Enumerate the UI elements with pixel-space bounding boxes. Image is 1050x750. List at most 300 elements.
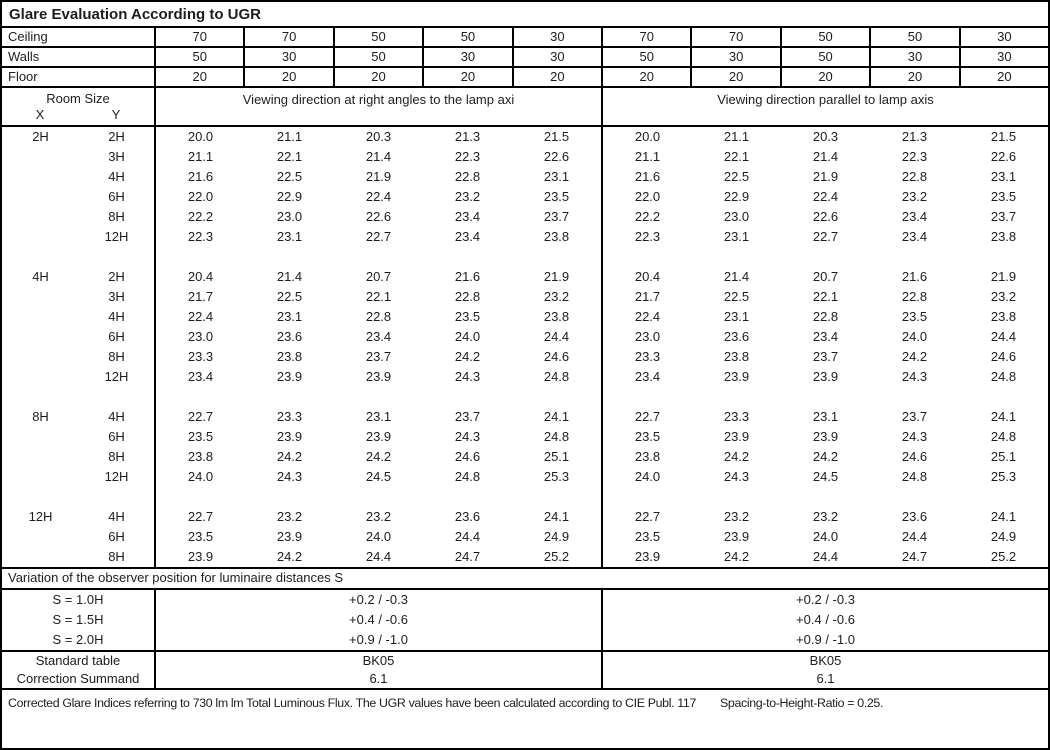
ugr-value-cell: 21.5: [512, 127, 603, 147]
ugr-row: [2, 527, 1048, 547]
ugr-value-cell: 22.4: [634, 309, 661, 324]
ugr-value-cell: 23.8: [990, 309, 1017, 324]
surface-value-cell: 50: [871, 28, 960, 46]
variation-label: S = 1.0H: [2, 590, 156, 610]
spacer-cell: [959, 487, 1048, 507]
spacer-row: [2, 487, 1048, 507]
room-y-label: 12H: [79, 227, 156, 247]
observer-variation-rows: [2, 590, 1048, 650]
ugr-value-cell: 24.4: [901, 529, 928, 544]
spacer-cell: [781, 247, 870, 267]
ugr-row: [2, 267, 1048, 287]
ugr-value-cell: 20.0: [187, 129, 214, 144]
surface-value-cell: 70: [692, 28, 781, 46]
spacer-cell: [245, 247, 334, 267]
ugr-value-cell: 21.4: [812, 149, 839, 164]
spacer-cell: [156, 387, 245, 407]
ugr-value-cell: 23.9: [723, 369, 750, 384]
room-x-label: [2, 427, 79, 447]
ugr-value-cell: 24.4: [365, 549, 392, 564]
ugr-value-cell: 22.0: [187, 189, 214, 204]
ugr-value-cell: 21.3: [901, 129, 928, 144]
ugr-value-cell: 23.6: [454, 509, 481, 524]
summary-label: Correction Summand: [2, 670, 156, 688]
surface-value-cell: 70: [245, 28, 334, 46]
room-y-label: 6H: [79, 187, 156, 207]
ugr-value-cell: 23.7: [454, 409, 481, 424]
ugr-value-cell: 23.5: [634, 429, 661, 444]
surface-label: Floor: [2, 68, 156, 86]
room-x-label: [2, 147, 79, 167]
ugr-value-cell: 21.7: [187, 289, 214, 304]
surface-row: [2, 48, 1048, 68]
ugr-value-cell: 24.2: [365, 449, 392, 464]
room-x-label: 8H: [32, 409, 49, 424]
spacer-cell: [334, 247, 423, 267]
ugr-value-cell: 23.7: [990, 209, 1017, 224]
ugr-value-cell: 22.1: [276, 149, 303, 164]
spacer-cell: [2, 487, 79, 507]
ugr-value-cell: 21.1: [187, 149, 214, 164]
ugr-value-cell: 22.9: [723, 189, 750, 204]
ugr-value-cell: 23.2: [365, 509, 392, 524]
ugr-row: [2, 407, 1048, 427]
spacer-cell: [79, 387, 156, 407]
ugr-value-cell: 23.9: [723, 529, 750, 544]
ugr-value-cell: 23.0: [634, 329, 661, 344]
ugr-value-cell: 21.5: [990, 129, 1017, 144]
ugr-value-cell: 23.9: [276, 369, 303, 384]
ugr-value-cell: 23.9: [187, 549, 214, 564]
surface-value-cell: 50: [782, 48, 871, 66]
ugr-value-cell: 23.8: [990, 229, 1017, 244]
ugr-value-cell: 20.4: [634, 269, 661, 284]
ugr-value-cell: 23.8: [187, 449, 214, 464]
room-y-label: 8H: [79, 207, 156, 227]
room-x-label: [2, 447, 79, 467]
surface-value-cell: 30: [692, 48, 781, 66]
spacer-cell: [870, 487, 959, 507]
ugr-value-cell: 23.5: [634, 529, 661, 544]
ugr-value-cell: 23.7: [512, 207, 603, 227]
spacer-cell: [959, 247, 1048, 267]
ugr-value-cell: 24.1: [990, 509, 1017, 524]
ugr-row: [2, 227, 1048, 247]
ugr-value-cell: 20.3: [812, 129, 839, 144]
variation-right-value: +0.2 / -0.3: [796, 592, 855, 607]
ugr-value-cell: 24.8: [990, 369, 1017, 384]
room-y-label: 6H: [79, 327, 156, 347]
ugr-value-cell: 24.3: [276, 469, 303, 484]
surface-value-cell: 50: [156, 48, 245, 66]
surface-value-cell: 30: [997, 49, 1012, 64]
ugr-value-cell: 24.3: [454, 369, 481, 384]
ugr-value-cell: 24.1: [512, 507, 603, 527]
spacer-cell: [692, 387, 781, 407]
ugr-value-cell: 23.7: [812, 349, 839, 364]
ugr-value-cell: 23.4: [187, 369, 214, 384]
spacer-cell: [79, 487, 156, 507]
footer-ratio: Spacing-to-Height-Ratio = 0.25.: [720, 696, 884, 710]
ugr-value-cell: 22.7: [812, 229, 839, 244]
ugr-value-cell: 22.8: [454, 169, 481, 184]
spacer-cell: [423, 387, 512, 407]
variation-left-value: +0.9 / -1.0: [156, 630, 603, 650]
ugr-value-cell: 23.2: [276, 509, 303, 524]
room-y-label: 8H: [79, 347, 156, 367]
ugr-value-cell: 21.6: [634, 169, 661, 184]
surface-value-cell: 30: [514, 28, 603, 46]
ugr-value-cell: 24.3: [901, 369, 928, 384]
ugr-row: [2, 287, 1048, 307]
ugr-value-cell: 23.6: [723, 329, 750, 344]
right-direction-header: Viewing direction parallel to lamp axis: [717, 92, 934, 107]
ugr-value-cell: 23.1: [365, 409, 392, 424]
ugr-value-cell: 22.1: [812, 289, 839, 304]
surface-value-cell: 20: [514, 68, 603, 86]
spacer-cell: [603, 487, 692, 507]
ugr-row: [2, 207, 1048, 227]
ugr-value-cell: 24.9: [990, 529, 1017, 544]
spacer-cell: [512, 247, 603, 267]
ugr-value-cell: 23.3: [276, 409, 303, 424]
spacer-cell: [781, 487, 870, 507]
footer-note-row: [2, 690, 1048, 748]
ugr-value-cell: 23.9: [723, 429, 750, 444]
ugr-value-cell: 24.8: [512, 427, 603, 447]
room-y-label: 2H: [79, 127, 156, 147]
ugr-value-cell: 23.5: [187, 429, 214, 444]
ugr-value-cell: 21.7: [634, 289, 661, 304]
ugr-value-cell: 23.1: [723, 229, 750, 244]
ugr-value-cell: 22.7: [187, 409, 214, 424]
ugr-value-cell: 24.7: [901, 549, 928, 564]
spacer-cell: [79, 247, 156, 267]
ugr-value-cell: 22.8: [454, 289, 481, 304]
ugr-value-cell: 23.3: [723, 409, 750, 424]
ugr-row: [2, 187, 1048, 207]
ugr-value-cell: 23.6: [901, 509, 928, 524]
ugr-value-cell: 23.4: [365, 329, 392, 344]
left-direction-header: Viewing direction at right angles to the lamp axi: [156, 88, 603, 125]
ugr-row: [2, 467, 1048, 487]
summary-left-value: 6.1: [156, 670, 603, 688]
ugr-value-cell: 23.1: [812, 409, 839, 424]
room-y-label: 4H: [79, 407, 156, 427]
ugr-value-cell: 22.5: [723, 289, 750, 304]
ugr-value-cell: 23.1: [276, 309, 303, 324]
summary-rows: [2, 650, 1048, 690]
spacer-cell: [245, 487, 334, 507]
spacer-cell: [959, 387, 1048, 407]
ugr-value-cell: 23.8: [634, 449, 661, 464]
surface-label: Ceiling: [2, 28, 156, 46]
ugr-value-cell: 21.6: [901, 269, 928, 284]
ugr-value-cell: 23.3: [187, 349, 214, 364]
room-x-label: 4H: [32, 269, 49, 284]
ugr-value-cell: 24.1: [990, 409, 1017, 424]
page-title: Glare Evaluation According to UGR: [2, 2, 1048, 28]
spacer-cell: [334, 387, 423, 407]
ugr-value-cell: 24.5: [812, 469, 839, 484]
room-x-label: [2, 287, 79, 307]
ugr-value-cell: 23.1: [276, 229, 303, 244]
surface-value-cell: 30: [424, 48, 513, 66]
spacer-cell: [423, 487, 512, 507]
ugr-row: [2, 147, 1048, 167]
surface-value-cell: 20: [997, 69, 1012, 84]
ugr-value-cell: 22.2: [187, 209, 214, 224]
ugr-value-cell: 25.3: [512, 467, 603, 487]
ugr-value-cell: 21.9: [365, 169, 392, 184]
ugr-value-cell: 24.3: [723, 469, 750, 484]
spacer-row: [2, 387, 1048, 407]
ugr-value-cell: 24.6: [454, 449, 481, 464]
room-y-label: 2H: [79, 267, 156, 287]
variation-right-value: +0.9 / -1.0: [796, 632, 855, 647]
ugr-value-cell: 22.6: [365, 209, 392, 224]
ugr-value-cell: 22.8: [901, 169, 928, 184]
room-x-label: [2, 547, 79, 567]
spacer-cell: [156, 487, 245, 507]
ugr-value-cell: 23.1: [990, 169, 1017, 184]
surface-value-cell: 70: [156, 28, 245, 46]
ugr-value-cell: 23.8: [512, 227, 603, 247]
surface-label: Walls: [2, 48, 156, 66]
variation-section-title: Variation of the observer position for luminaire distances S: [2, 567, 1048, 590]
x-column-header: X: [35, 107, 45, 122]
ugr-value-cell: 21.4: [365, 149, 392, 164]
ugr-value-cell: 21.9: [990, 269, 1017, 284]
ugr-value-cell: 23.9: [365, 369, 392, 384]
spacer-cell: [692, 487, 781, 507]
ugr-value-cell: 23.5: [512, 187, 603, 207]
surface-row: [2, 68, 1048, 88]
spacer-cell: [423, 247, 512, 267]
surface-value-cell: 20: [603, 68, 692, 86]
ugr-row: [2, 347, 1048, 367]
spacer-cell: [870, 247, 959, 267]
ugr-value-cell: 22.8: [365, 309, 392, 324]
ugr-value-cell: 23.4: [812, 329, 839, 344]
ugr-value-cell: 24.5: [365, 469, 392, 484]
surface-value-cell: 20: [871, 68, 960, 86]
ugr-value-cell: 22.1: [365, 289, 392, 304]
variation-row-item: [2, 610, 1048, 630]
ugr-value-cell: 21.3: [454, 129, 481, 144]
variation-right-value: +0.4 / -0.6: [796, 612, 855, 627]
ugr-value-cell: 23.5: [454, 309, 481, 324]
ugr-value-cell: 22.5: [276, 169, 303, 184]
surface-reflectance-rows: [2, 28, 1048, 88]
room-y-label: 8H: [79, 447, 156, 467]
ugr-value-cell: 21.4: [723, 269, 750, 284]
ugr-value-cell: 20.7: [812, 269, 839, 284]
ugr-value-cell: 24.4: [990, 329, 1017, 344]
ugr-value-cell: 23.0: [276, 209, 303, 224]
spacer-cell: [334, 487, 423, 507]
variation-left-value: +0.2 / -0.3: [156, 590, 603, 610]
ugr-value-cell: 23.4: [634, 369, 661, 384]
ugr-value-cell: 24.6: [512, 347, 603, 367]
ugr-value-cell: 23.2: [454, 189, 481, 204]
ugr-row: [2, 547, 1048, 567]
ugr-value-cell: 22.4: [812, 189, 839, 204]
variation-label: S = 1.5H: [2, 610, 156, 630]
surface-value-cell: 20: [335, 68, 424, 86]
ugr-value-cell: 22.2: [634, 209, 661, 224]
ugr-value-cell: 24.4: [812, 549, 839, 564]
surface-value-cell: 50: [335, 28, 424, 46]
ugr-value-cell: 22.8: [901, 289, 928, 304]
spacer-cell: [156, 247, 245, 267]
surface-value-cell: 70: [603, 28, 692, 46]
room-x-label: [2, 307, 79, 327]
room-x-label: [2, 167, 79, 187]
summary-row-item: [2, 652, 1048, 670]
ugr-value-cell: 20.7: [365, 269, 392, 284]
ugr-value-cell: 24.3: [901, 429, 928, 444]
ugr-value-cell: 22.5: [723, 169, 750, 184]
spacer-cell: [781, 387, 870, 407]
ugr-value-cell: 21.6: [454, 269, 481, 284]
ugr-value-cell: 24.2: [276, 449, 303, 464]
surface-row: [2, 28, 1048, 48]
surface-value-cell: 50: [424, 28, 513, 46]
ugr-value-cell: 20.4: [187, 269, 214, 284]
ugr-value-cell: 23.7: [365, 349, 392, 364]
ugr-value-cell: 23.2: [723, 509, 750, 524]
surface-value-cell: 20: [156, 68, 245, 86]
surface-value-cell: 50: [782, 28, 871, 46]
ugr-value-cell: 24.8: [454, 469, 481, 484]
ugr-value-cell: 24.7: [454, 549, 481, 564]
variation-row-item: [2, 590, 1048, 610]
surface-value-cell: 20: [424, 68, 513, 86]
ugr-value-cell: 23.6: [276, 329, 303, 344]
ugr-value-cell: 23.5: [901, 309, 928, 324]
ugr-value-cell: 21.1: [723, 129, 750, 144]
surface-value-cell: 30: [871, 48, 960, 66]
spacer-row: [2, 247, 1048, 267]
ugr-values-area: [2, 127, 1048, 567]
ugr-row: [2, 367, 1048, 387]
ugr-value-cell: 21.1: [276, 129, 303, 144]
room-size-label: Room Size: [46, 91, 110, 106]
summary-right-value: BK05: [809, 653, 842, 668]
ugr-value-cell: 24.0: [901, 329, 928, 344]
ugr-value-cell: 22.9: [276, 189, 303, 204]
ugr-value-cell: 24.0: [812, 529, 839, 544]
room-x-label: [2, 467, 79, 487]
spacer-cell: [2, 247, 79, 267]
room-y-label: 6H: [79, 427, 156, 447]
surface-value-cell: 20: [692, 68, 781, 86]
ugr-value-cell: 23.0: [723, 209, 750, 224]
ugr-value-cell: 22.5: [276, 289, 303, 304]
ugr-row: [2, 127, 1048, 147]
ugr-value-cell: 21.6: [187, 169, 214, 184]
ugr-row: [2, 427, 1048, 447]
ugr-value-cell: 20.0: [634, 129, 661, 144]
ugr-value-cell: 23.5: [187, 529, 214, 544]
ugr-value-cell: 23.9: [365, 429, 392, 444]
ugr-row: [2, 507, 1048, 527]
ugr-value-cell: 23.4: [901, 209, 928, 224]
ugr-row: [2, 167, 1048, 187]
ugr-value-cell: 23.9: [812, 369, 839, 384]
ugr-value-cell: 22.4: [187, 309, 214, 324]
ugr-value-cell: 23.4: [454, 229, 481, 244]
spacer-cell: [512, 487, 603, 507]
ugr-value-cell: 24.4: [454, 529, 481, 544]
ugr-value-cell: 22.6: [990, 149, 1017, 164]
surface-value-cell: 30: [997, 29, 1012, 44]
ugr-value-cell: 20.3: [365, 129, 392, 144]
ugr-value-cell: 24.9: [512, 527, 603, 547]
ugr-value-cell: 24.0: [365, 529, 392, 544]
xy-header: [2, 107, 154, 123]
summary-left-value: BK05: [156, 652, 603, 670]
ugr-value-cell: 22.7: [187, 509, 214, 524]
footer-note: Corrected Glare Indices referring to 730 lm lm Total Luminous Flux. The UGR values have been calculated according to CIE Publ. 117: [8, 696, 696, 710]
room-y-label: 8H: [79, 547, 156, 567]
ugr-value-cell: 23.4: [454, 209, 481, 224]
ugr-value-cell: 23.8: [276, 349, 303, 364]
spacer-cell: [870, 387, 959, 407]
summary-row-item: [2, 670, 1048, 688]
surface-value-cell: 20: [245, 68, 334, 86]
room-y-label: 6H: [79, 527, 156, 547]
ugr-value-cell: 22.7: [365, 229, 392, 244]
spacer-cell: [2, 387, 79, 407]
ugr-value-cell: 24.8: [512, 367, 603, 387]
ugr-value-cell: 23.9: [276, 529, 303, 544]
ugr-value-cell: 25.2: [512, 547, 603, 567]
ugr-value-cell: 23.1: [512, 167, 603, 187]
ugr-value-cell: 21.9: [512, 267, 603, 287]
ugr-value-cell: 24.0: [187, 469, 214, 484]
surface-value-cell: 30: [245, 48, 334, 66]
ugr-value-cell: 23.2: [990, 289, 1017, 304]
ugr-value-cell: 23.2: [512, 287, 603, 307]
summary-right-value: 6.1: [816, 671, 835, 686]
ugr-value-cell: 22.3: [454, 149, 481, 164]
ugr-value-cell: 21.1: [634, 149, 661, 164]
ugr-value-cell: 22.8: [812, 309, 839, 324]
ugr-value-cell: 21.9: [812, 169, 839, 184]
room-x-label: [2, 207, 79, 227]
ugr-value-cell: 23.0: [187, 329, 214, 344]
ugr-value-cell: 23.9: [812, 429, 839, 444]
spacer-cell: [603, 247, 692, 267]
room-x-label: [2, 327, 79, 347]
spacer-cell: [245, 387, 334, 407]
ugr-value-cell: 22.3: [901, 149, 928, 164]
room-x-label: [2, 367, 79, 387]
ugr-value-cell: 22.6: [812, 209, 839, 224]
ugr-value-cell: 23.8: [723, 349, 750, 364]
ugr-value-cell: 24.2: [812, 449, 839, 464]
ugr-value-cell: 22.0: [634, 189, 661, 204]
ugr-value-cell: 23.4: [901, 229, 928, 244]
variation-row-item: [2, 630, 1048, 650]
ugr-row: [2, 447, 1048, 467]
spacer-cell: [603, 387, 692, 407]
ugr-value-cell: 23.2: [901, 189, 928, 204]
room-y-label: 4H: [79, 167, 156, 187]
ugr-value-cell: 23.7: [901, 409, 928, 424]
